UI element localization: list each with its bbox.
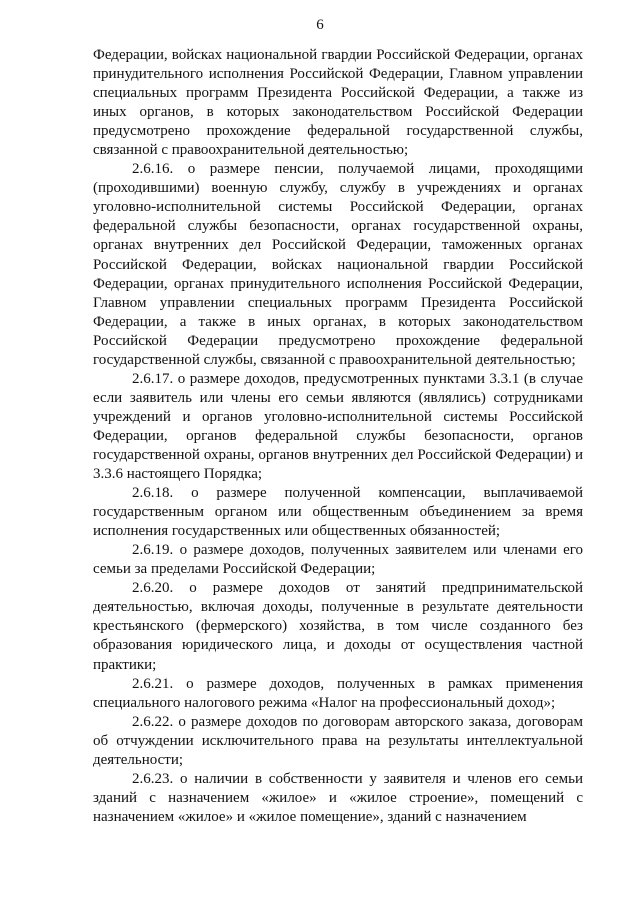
paragraph-2-6-20 [93, 579, 583, 674]
paragraph-2-6-22 [93, 713, 583, 770]
paragraph-number: 2.6.20. [132, 580, 174, 597]
paragraph-number: 2.6.21. [132, 675, 174, 692]
paragraph-2-6-19 [93, 541, 583, 579]
paragraph-text: о размере доходов, полученных в рамках применения специального налогового режима «Налог на профессиональный доход»; [93, 675, 583, 711]
paragraph-continuation [93, 46, 583, 160]
paragraph-2-6-18 [93, 484, 583, 541]
paragraph-text: о размере доходов, предусмотренных пунктами 3.3.1 (в случае если заявитель или члены его семьи являются (являлись) сотрудниками учреждений и органов уголовно-исполнительной системы Российской Федерации, органов федеральной службы безопасности, органов государственной охраны, органов внутренних дел Российской Федерации) и 3.3.6 настоящего Порядка; [93, 370, 583, 483]
page-number: 6 [316, 17, 324, 33]
paragraph-2-6-16 [93, 160, 583, 370]
paragraph-text: о размере доходов по договорам авторского заказа, договорам об отчуждении исключительного права на результаты интеллектуальной деятельности; [93, 713, 584, 768]
paragraph-text: о наличии в собственности у заявителя и членов его семьи зданий с назначением «жилое» и «жилое строение», помещений с назначением «жилое» и «жилое помещение», зданий с назначением [93, 770, 583, 825]
paragraph-text: о размере пенсии, получаемой лицами, проходящими (проходившими) военную службу, службу в учреждениях и органах уголовно-исполнительной системы Российской Федерации, органах федеральной службы безопасности, органах государственной охраны, органах внутренних дел Российской Федерации, таможенных органах Российской Федерации, войсках национальной гвардии Российской Федерации, органах принудительного исполнения Российской Федерации, Главном управлении специальных программ Президента Российской Федерации, а также в иных органах, в которых законодательством Российской Федерации предусмотрено прохождение федеральной государственной службы, связанной с правоохранительной деятельностью; [93, 161, 584, 368]
paragraph-number: 2.6.23. [132, 770, 174, 787]
paragraph-text: о размере полученной компенсации, выплачиваемой государственным органом или общественным объединением за время исполнения государственных или общественных обязанностей; [93, 485, 584, 540]
paragraph-number: 2.6.19. [132, 542, 174, 559]
paragraph-number: 2.6.18. [132, 485, 174, 502]
paragraph-number: 2.6.22. [132, 713, 174, 730]
document-body [93, 46, 583, 827]
paragraph-number: 2.6.17. [132, 370, 174, 387]
paragraph-2-6-21 [93, 675, 583, 713]
paragraph-2-6-23 [93, 770, 583, 827]
paragraph-2-6-17 [93, 370, 583, 484]
paragraph-text: о размере доходов от занятий предпринимательской деятельностью, включая доходы, полученные в результате деятельности крестьянского (фермерского) хозяйства, в том числе созданного без образования юридического лица, и доходы от осуществления частной практики; [93, 580, 583, 673]
paragraph-text: о размере доходов, полученных заявителем или членами его семьи за пределами Российской Федерации; [93, 542, 584, 578]
paragraph-number: 2.6.16. [132, 161, 174, 178]
paragraph-text: Федерации, войсках национальной гвардии Российской Федерации, органах принудительного исполнения Российской Федерации, Главном управлении специальных программ Президента Российской Федерации, а также из иных органов, в которых законодательством Российской Федерации предусмотрено прохождение федеральной государственной службы, связанной с правоохранительной деятельностью; [93, 47, 583, 159]
